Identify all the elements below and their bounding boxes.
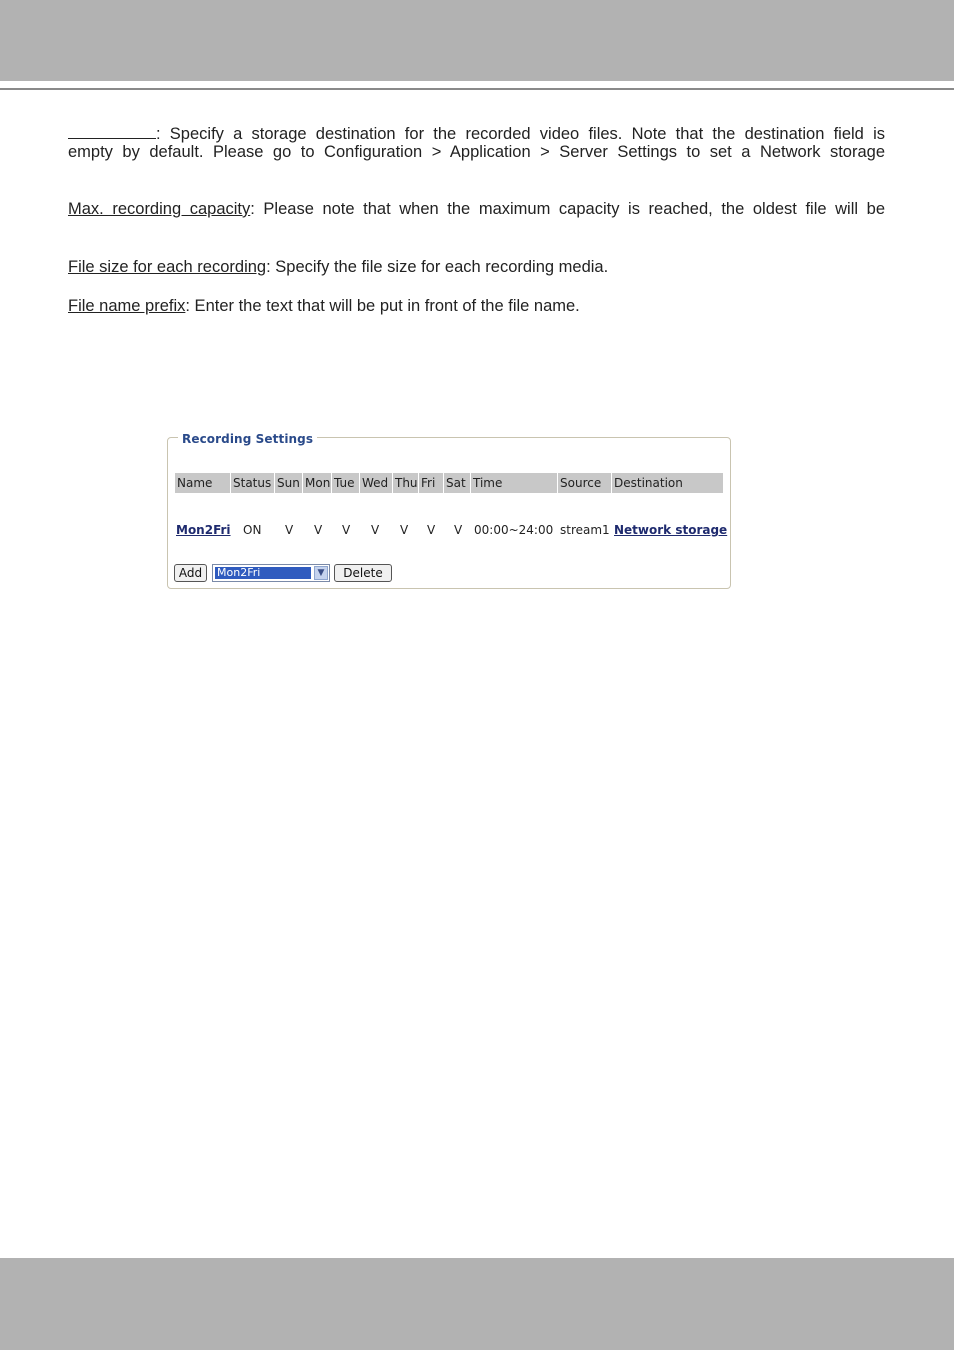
destination-paragraph bbox=[68, 124, 885, 144]
column-header-time: Time bbox=[471, 473, 557, 493]
delete-button[interactable]: Delete bbox=[334, 564, 392, 582]
column-header-sun: Sun bbox=[275, 473, 302, 493]
capacity-paragraph bbox=[68, 200, 885, 219]
header-rule bbox=[0, 88, 954, 90]
destination-paragraph-line2 bbox=[68, 143, 885, 162]
column-header-tue: Tue bbox=[332, 473, 359, 493]
row-name-link[interactable]: Mon2Fri bbox=[176, 523, 231, 537]
filesize-term: File size for each recording bbox=[68, 258, 267, 276]
column-header-name: Name bbox=[175, 473, 230, 493]
column-header-fri: Fri bbox=[419, 473, 443, 493]
destination-text-line2: empty by default. Please go to Configuration > Application > Server Settings to set a Network storage bbox=[68, 143, 885, 161]
column-header-destination: Destination bbox=[612, 473, 723, 493]
column-header-thu: Thu bbox=[393, 473, 418, 493]
row-sat: V bbox=[454, 523, 463, 537]
prefix-paragraph bbox=[68, 297, 885, 316]
row-thu: V bbox=[400, 523, 409, 537]
column-header-wed: Wed bbox=[360, 473, 392, 493]
add-button[interactable]: Add bbox=[174, 564, 207, 582]
column-header-mon: Mon bbox=[303, 473, 331, 493]
destination-term-blank bbox=[68, 124, 156, 139]
prefix-term: File name prefix bbox=[68, 297, 186, 315]
panel-title: Recording Settings bbox=[178, 432, 317, 446]
prefix-text: : Enter the text that will be put in front of the file name. bbox=[185, 297, 580, 315]
column-header-source: Source bbox=[558, 473, 611, 493]
column-header-status: Status bbox=[231, 473, 274, 493]
header-band bbox=[0, 0, 954, 81]
row-fri: V bbox=[427, 523, 436, 537]
row-sun: V bbox=[285, 523, 294, 537]
row-mon: V bbox=[314, 523, 323, 537]
capacity-text: : Please note that when the maximum capacity is reached, the oldest file will be bbox=[250, 200, 885, 218]
row-destination-link[interactable]: Network storage bbox=[614, 523, 728, 537]
footer-band bbox=[0, 1258, 954, 1350]
column-header-sat: Sat bbox=[444, 473, 470, 493]
row-tue: V bbox=[342, 523, 351, 537]
row-source: stream1 bbox=[560, 523, 610, 537]
recording-select[interactable] bbox=[212, 564, 330, 582]
chevron-down-icon[interactable]: ▼ bbox=[314, 566, 328, 580]
filesize-paragraph bbox=[68, 258, 885, 277]
row-wed: V bbox=[371, 523, 380, 537]
recording-select-value: Mon2Fri bbox=[215, 567, 311, 579]
row-status: ON bbox=[243, 523, 262, 537]
row-time: 00:00~24:00 bbox=[474, 523, 554, 537]
filesize-text: : Specify the file size for each recording media. bbox=[266, 258, 609, 276]
capacity-term: Max. recording capacity bbox=[68, 200, 251, 218]
recording-settings-panel bbox=[167, 432, 731, 589]
destination-text-line1: : Specify a storage destination for the recorded video files. Note that the destination field is bbox=[156, 125, 885, 143]
